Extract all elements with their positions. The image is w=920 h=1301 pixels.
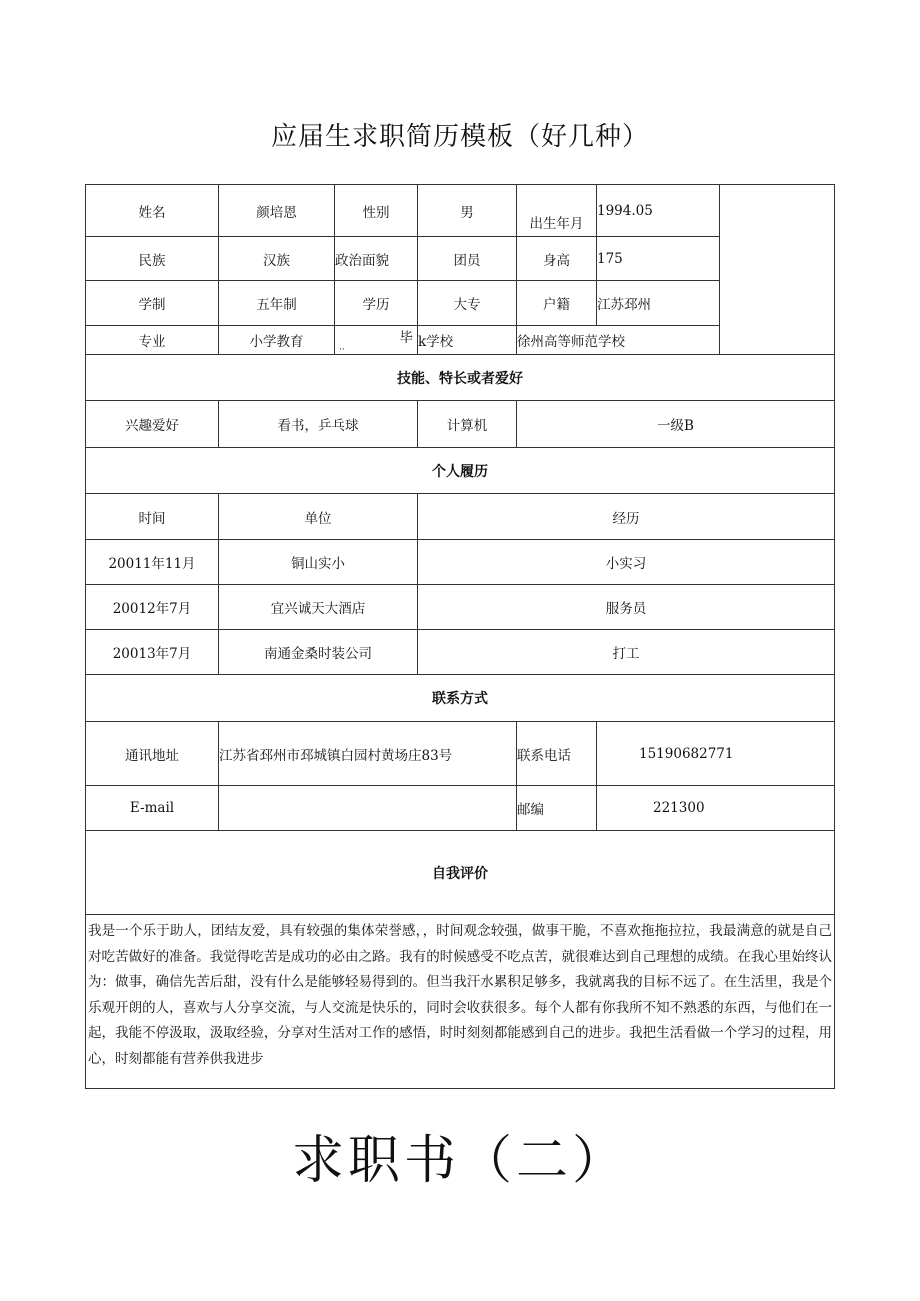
photo-cell <box>720 185 835 355</box>
history-time: 20013年7月 <box>86 630 219 675</box>
table-row <box>86 185 835 237</box>
major-label: 专业 <box>86 326 219 355</box>
gender-label: 性别 <box>335 185 418 237</box>
table-row <box>86 786 835 831</box>
skills-section-title: 技能、特长或者爱好 <box>86 355 835 401</box>
hukou-value: 江苏邳州 <box>597 281 720 326</box>
table-row <box>86 915 835 1089</box>
history-unit: 铜山实小 <box>219 540 418 585</box>
email-label: E-mail <box>86 786 219 831</box>
hobby-label: 兴趣爱好 <box>86 401 219 448</box>
table-row <box>86 585 835 630</box>
table-row <box>86 355 835 401</box>
history-time: 20011年11月 <box>86 540 219 585</box>
history-header-exp: 经历 <box>418 494 835 540</box>
contact-section-title: 联系方式 <box>86 675 835 722</box>
school-value: 徐州高等师范学校 <box>517 326 720 355</box>
birth-label: 出生年月 <box>517 185 597 237</box>
table-row <box>86 675 835 722</box>
table-row <box>86 540 835 585</box>
address-label: 通讯地址 <box>86 722 219 786</box>
ethnic-label: 民族 <box>86 237 219 281</box>
computer-value: 一级B <box>517 401 835 448</box>
history-unit: 南通金桑时装公司 <box>219 630 418 675</box>
section-heading: 求职书（二） <box>291 1131 628 1191</box>
address-value: 江苏省邳州市邳城镇白园村黄场庄83号 <box>219 722 517 786</box>
political-value: 团员 <box>418 237 517 281</box>
phone-value: 15190682771 <box>597 722 835 786</box>
table-row <box>86 630 835 675</box>
birth-value: 1994.05 <box>597 185 720 237</box>
history-unit: 宜兴诚天大酒店 <box>219 585 418 630</box>
text-fragment: ·· <box>339 345 345 355</box>
history-section-title: 个人履历 <box>86 448 835 494</box>
edu-label: 学历 <box>335 281 418 326</box>
political-label: 政治面貌 <box>335 237 418 281</box>
phone-label: 联系电话 <box>517 722 597 786</box>
major-value: 小学教育 <box>219 326 335 355</box>
table-row <box>86 448 835 494</box>
grad-school-label-a: 毕 ·· <box>335 326 418 355</box>
computer-label: 计算机 <box>418 401 517 448</box>
history-time: 20012年7月 <box>86 585 219 630</box>
ethnic-value: 汉族 <box>219 237 335 281</box>
system-value: 五年制 <box>219 281 335 326</box>
height-value: 175 <box>597 237 720 281</box>
edu-value: 大专 <box>418 281 517 326</box>
hukou-label: 户籍 <box>517 281 597 326</box>
zip-value: 221300 <box>597 786 835 831</box>
history-exp: 小实习 <box>418 540 835 585</box>
history-header-time: 时间 <box>86 494 219 540</box>
table-row <box>86 401 835 448</box>
history-header-unit: 单位 <box>219 494 418 540</box>
name-label: 姓名 <box>86 185 219 237</box>
table-row <box>86 831 835 915</box>
history-exp: 服务员 <box>418 585 835 630</box>
evaluation-text: 我是一个乐于助人，团结友爱，具有较强的集体荣誉感，，时间观念较强，做事干脆，不喜欢拖拖拉拉，我最满意的就是自己对吃苦做好的准备。我觉得吃苦是成功的必由之路。我有的时候感受不吃点苦，就很难达到自己理想的成绩。在我心里始终认为：做事，确信先苦后甜，没有什么是能够轻易得到的。但当我汗水累积足够多，我就离我的目标不远了。在生活里，我是个乐观开朗的人，喜欢与人分享交流，与人交流是快乐的，同时会收获很多。每个人都有你我所不知不熟悉的东西，与他们在一起，我能不停汲取，汲取经验，分享对生活对工作的感悟，时时刻刻都能感到自己的进步。我把生活看做一个学习的过程，用心，时刻都能有营养供我进步 <box>86 915 835 1089</box>
email-value <box>219 786 517 831</box>
evaluation-section-title: 自我评价 <box>86 831 835 915</box>
gender-value: 男 <box>418 185 517 237</box>
table-row <box>86 722 835 786</box>
history-exp: 打工 <box>418 630 835 675</box>
resume-table <box>85 184 835 1089</box>
name-value: 颜培恩 <box>219 185 335 237</box>
hobby-value: 看书，乒乓球 <box>219 401 418 448</box>
system-label: 学制 <box>86 281 219 326</box>
zip-label: 邮编 <box>517 786 597 831</box>
page-title: 应届生求职简历模板（好几种） <box>270 122 649 152</box>
height-label: 身高 <box>517 237 597 281</box>
table-row <box>86 494 835 540</box>
grad-school-label-b: k学校 <box>418 326 517 355</box>
